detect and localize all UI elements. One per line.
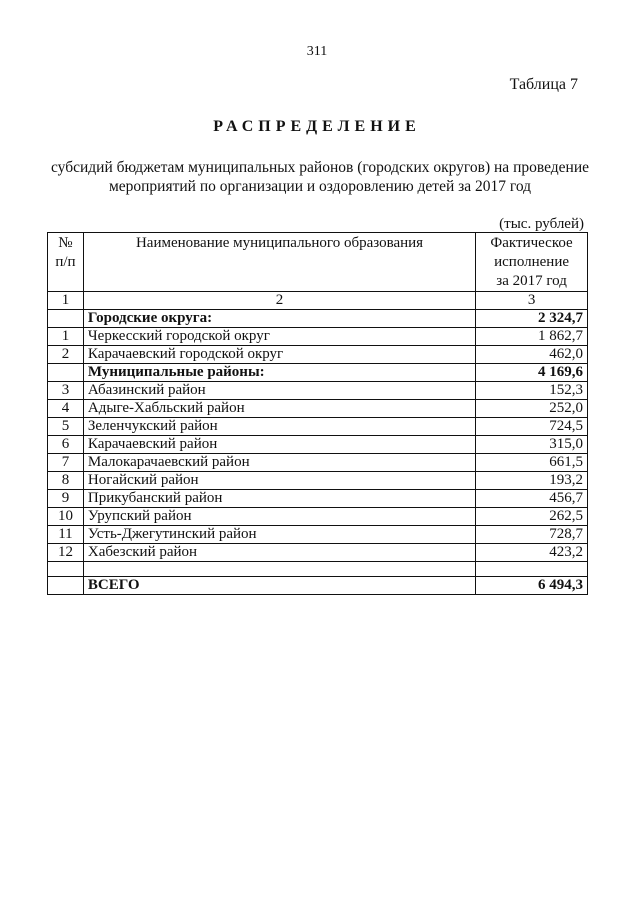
municipality-value: 456,7 [476,490,588,508]
municipality-value: 315,0 [476,436,588,454]
group-name: Городские округа: [83,310,475,328]
column-number-1: 1 [48,292,84,310]
header-value-line-1: Фактическое [490,235,573,251]
units-label: (тыс. рублей) [499,216,584,232]
group-name: Муниципальные районы: [83,364,475,382]
municipality-value: 728,7 [476,526,588,544]
header-number-line-2: п/п [55,254,76,270]
subtitle-line-2: мероприятий по организации и оздоровлению детей за 2017 год [108,178,532,195]
row-number [48,310,84,328]
table-row [48,418,588,436]
row-number: 11 [48,526,84,544]
municipality-name: Прикубанский район [83,490,475,508]
total-label: ВСЕГО [83,577,475,595]
header-name: Наименование муниципального образования [83,233,475,292]
table-row [48,526,588,544]
municipality-name: Хабезский район [83,544,475,562]
table-row [48,310,588,328]
header-number-line-1: № [58,235,73,251]
distribution-table [47,232,588,595]
table-row [48,364,588,382]
empty-cell [83,562,475,577]
municipality-value: 193,2 [476,472,588,490]
empty-cell [476,562,588,577]
header-value [476,233,588,292]
header-value-line-3: за 2017 год [496,273,567,289]
table-row [48,382,588,400]
municipality-value: 423,2 [476,544,588,562]
table-row [48,490,588,508]
municipality-name: Черкесский городской округ [83,328,475,346]
municipality-value: 152,3 [476,382,588,400]
column-number-3: 3 [476,292,588,310]
row-number: 1 [48,328,84,346]
municipality-name: Карачаевский городской округ [83,346,475,364]
municipality-name: Адыге-Хабльский район [83,400,475,418]
table-row [48,508,588,526]
total-value: 6 494,3 [476,577,588,595]
table-row [48,436,588,454]
municipality-name: Абазинский район [83,382,475,400]
municipality-value: 262,5 [476,508,588,526]
table-row [48,454,588,472]
header-number [48,233,84,292]
table-row [48,346,588,364]
document-title: РАСПРЕДЕЛЕНИЕ [213,118,421,135]
row-number: 3 [48,382,84,400]
row-number: 6 [48,436,84,454]
municipality-value: 1 862,7 [476,328,588,346]
group-value: 2 324,7 [476,310,588,328]
municipality-name: Урупский район [83,508,475,526]
empty-cell [48,562,84,577]
row-number: 2 [48,346,84,364]
total-row [48,577,588,595]
municipality-value: 462,0 [476,346,588,364]
row-number: 4 [48,400,84,418]
table-reference: Таблица 7 [509,76,578,93]
table-row [48,400,588,418]
municipality-value: 252,0 [476,400,588,418]
table-row [48,472,588,490]
group-value: 4 169,6 [476,364,588,382]
table-header-row [48,233,588,292]
municipality-name: Усть-Джегутинский район [83,526,475,544]
header-value-line-2: исполнение [494,254,570,270]
municipality-name: Зеленчукский район [83,418,475,436]
municipality-value: 724,5 [476,418,588,436]
total-number [48,577,84,595]
row-number: 12 [48,544,84,562]
table-row [48,328,588,346]
table-row [48,544,588,562]
row-number: 7 [48,454,84,472]
row-number [48,364,84,382]
municipality-name: Карачаевский район [83,436,475,454]
row-number: 10 [48,508,84,526]
row-number: 5 [48,418,84,436]
municipality-value: 661,5 [476,454,588,472]
row-number: 9 [48,490,84,508]
document-subtitle [40,158,600,196]
row-number: 8 [48,472,84,490]
page-number: 311 [306,44,328,59]
column-number-row [48,292,588,310]
column-number-2: 2 [83,292,475,310]
empty-row [48,562,588,577]
municipality-name: Ногайский район [83,472,475,490]
municipality-name: Малокарачаевский район [83,454,475,472]
subtitle-line-1: субсидий бюджетам муниципальных районов (городских округов) на проведение [51,159,589,176]
